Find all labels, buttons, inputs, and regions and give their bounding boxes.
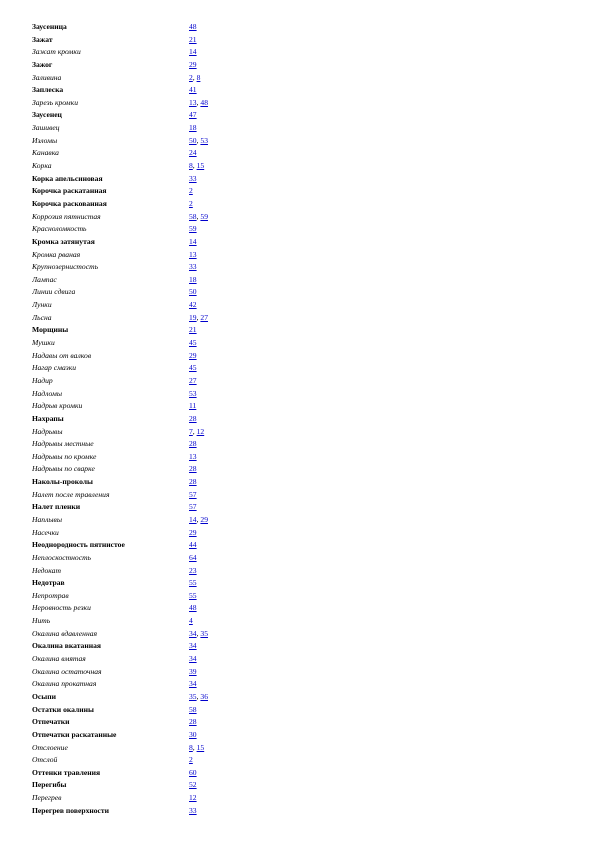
page-ref-separator: ,: [196, 97, 201, 107]
page-ref-link[interactable]: 28: [189, 717, 197, 727]
page-ref-separator: ,: [196, 628, 201, 638]
index-term: Кромка рваная: [32, 249, 81, 259]
page-ref-link[interactable]: 52: [189, 780, 197, 790]
index-page-refs: [189, 350, 197, 363]
index-term: Насечки: [32, 527, 59, 537]
index-page-refs: [189, 678, 197, 691]
index-page-refs: [189, 400, 196, 413]
index-row: [32, 299, 392, 312]
page-ref-separator: ,: [192, 72, 197, 82]
index-term: Заливина: [32, 72, 62, 82]
index-page-refs: [189, 640, 197, 653]
index-row: [32, 198, 392, 211]
index-term: Красноломкость: [32, 224, 87, 234]
page-ref-link[interactable]: 48: [189, 603, 197, 613]
index-row: [32, 223, 392, 236]
index-term: Морщины: [32, 325, 69, 335]
index-page-refs: [189, 388, 197, 401]
page-ref-separator: ,: [192, 161, 197, 171]
index-term: Надир: [32, 375, 53, 385]
index-row: [32, 742, 392, 755]
page-ref-link[interactable]: 33: [189, 173, 197, 183]
index-term: Неоднородность пятнистое: [32, 540, 125, 550]
page-ref-link[interactable]: 47: [189, 110, 197, 120]
page-ref-link[interactable]: 57: [189, 489, 197, 499]
index-row: [32, 147, 392, 160]
page-ref-link[interactable]: 24: [189, 148, 197, 158]
index-term: Наколы-проколы: [32, 477, 93, 487]
page-ref-link[interactable]: 30: [189, 729, 197, 739]
index-term: Окалина остаточная: [32, 666, 102, 676]
index-row: [32, 375, 392, 388]
index-row: [32, 426, 392, 439]
page-ref-link[interactable]: 12: [196, 426, 205, 436]
index-page-refs: [189, 615, 193, 628]
index-term: Наплывы: [32, 514, 62, 524]
page-ref-separator: ,: [196, 135, 201, 145]
index-page-refs: [189, 211, 208, 224]
index-page-refs: [189, 805, 197, 818]
index-term: Надрыв кромки: [32, 401, 83, 411]
index-page-refs: [189, 147, 197, 160]
page-ref-link[interactable]: 2: [189, 186, 193, 196]
page-ref-link[interactable]: 36: [200, 691, 208, 701]
index-term: Лунки: [32, 300, 52, 310]
page-ref-link[interactable]: 15: [196, 161, 205, 171]
page-ref-link[interactable]: 60: [189, 767, 197, 777]
page-ref-link[interactable]: 55: [189, 590, 197, 600]
page-ref-link[interactable]: 28: [189, 464, 197, 474]
index-row: [32, 286, 392, 299]
page-ref-link[interactable]: 45: [189, 363, 197, 373]
index-page-refs: [189, 476, 197, 489]
index-page-refs: [189, 312, 208, 325]
index-row: [32, 122, 392, 135]
index-row: [32, 640, 392, 653]
page-ref-link[interactable]: 35: [200, 628, 208, 638]
index-row: [32, 173, 392, 186]
index-term: Надломы: [32, 388, 63, 398]
index-row: [32, 754, 392, 767]
index-page-refs: [189, 602, 197, 615]
index-page-refs: [189, 122, 197, 135]
index-row: [32, 21, 392, 34]
index-term: Налет после травления: [32, 489, 110, 499]
index-term: Непротрав: [32, 590, 69, 600]
page-ref-link[interactable]: 53: [189, 388, 197, 398]
index-term: Окалина вмятая: [32, 654, 86, 664]
page-ref-link[interactable]: 48: [200, 97, 208, 107]
index-row: [32, 565, 392, 578]
index-row: [32, 261, 392, 274]
index-term: Надрывы по кромке: [32, 451, 97, 461]
index-row: [32, 527, 392, 540]
index-row: [32, 211, 392, 224]
index-page-refs: [189, 261, 197, 274]
index-row: [32, 97, 392, 110]
index-page-refs: [189, 767, 197, 780]
index-term: Корка: [32, 161, 52, 171]
index-page-refs: [189, 451, 197, 464]
index-page-refs: [189, 426, 204, 439]
index-page-refs: [189, 691, 208, 704]
page-ref-link[interactable]: 50: [189, 287, 197, 297]
alphabetical-index: [32, 21, 392, 817]
page-ref-link[interactable]: 13: [189, 451, 197, 461]
index-page-refs: [189, 792, 197, 805]
index-row: [32, 34, 392, 47]
page-ref-separator: ,: [196, 691, 201, 701]
index-page-refs: [189, 716, 197, 729]
page-ref-link[interactable]: 34: [189, 628, 197, 638]
index-page-refs: [189, 565, 197, 578]
page-ref-link[interactable]: 29: [189, 350, 197, 360]
index-row: [32, 236, 392, 249]
index-term: Перегрев: [32, 793, 62, 803]
index-page-refs: [189, 463, 197, 476]
page-ref-link[interactable]: 14: [189, 47, 197, 57]
index-page-refs: [189, 97, 208, 110]
index-page-refs: [189, 59, 197, 72]
index-term: Перегрев поверхности: [32, 805, 110, 815]
index-term: Отпечатки раскатанные: [32, 729, 117, 739]
index-term: Зажог: [32, 59, 53, 69]
page-ref-link[interactable]: 13: [189, 97, 197, 107]
page-ref-separator: ,: [196, 312, 201, 322]
index-page-refs: [189, 72, 200, 85]
page-ref-link[interactable]: 7: [189, 426, 193, 436]
index-row: [32, 413, 392, 426]
index-page-refs: [189, 46, 197, 59]
index-row: [32, 767, 392, 780]
page-ref-link[interactable]: 58: [189, 211, 197, 221]
index-term: Мушки: [32, 338, 55, 348]
page-ref-link[interactable]: 27: [200, 312, 208, 322]
index-term: Корочка раскованная: [32, 198, 107, 208]
page-ref-link[interactable]: 14: [189, 236, 197, 246]
index-page-refs: [189, 198, 193, 211]
index-page-refs: [189, 666, 197, 679]
index-term: Окалина вкатанная: [32, 641, 101, 651]
page-ref-separator: ,: [196, 514, 201, 524]
index-row: [32, 577, 392, 590]
index-page-refs: [189, 552, 197, 565]
index-row: [32, 805, 392, 818]
index-term: Отслой: [32, 755, 58, 765]
index-term: Окалина вдавленная: [32, 628, 98, 638]
page-ref-link[interactable]: 23: [189, 565, 197, 575]
page-ref-link[interactable]: 11: [189, 401, 197, 411]
page-ref-link[interactable]: 34: [189, 679, 197, 689]
index-page-refs: [189, 337, 197, 350]
index-row: [32, 249, 392, 262]
index-page-refs: [189, 34, 197, 47]
index-term: Корка апельсиновая: [32, 173, 103, 183]
page-ref-link[interactable]: 34: [189, 654, 197, 664]
index-page-refs: [189, 249, 197, 262]
index-row: [32, 476, 392, 489]
page-ref-link[interactable]: 44: [189, 540, 197, 550]
index-term: Корочка раскатанная: [32, 186, 107, 196]
page-ref-link[interactable]: 42: [189, 300, 197, 310]
page-ref-link[interactable]: 29: [200, 514, 208, 524]
index-row: [32, 451, 392, 464]
index-term: Оттенки травления: [32, 767, 101, 777]
page-ref-link[interactable]: 53: [200, 135, 208, 145]
page-ref-link[interactable]: 58: [189, 704, 197, 714]
page-ref-link[interactable]: 14: [189, 514, 197, 524]
index-term: Окалина прокатная: [32, 679, 97, 689]
index-term: Заусенец: [32, 110, 62, 120]
index-term: Зажат кромки: [32, 47, 81, 57]
index-page-refs: [189, 375, 197, 388]
index-row: [32, 615, 392, 628]
page-ref-link[interactable]: 29: [189, 59, 197, 69]
index-term: Льсна: [32, 312, 52, 322]
page-ref-link[interactable]: 28: [189, 439, 197, 449]
index-term: Нить: [32, 616, 51, 626]
page-ref-link[interactable]: 4: [189, 616, 193, 626]
index-term: Линии сдвига: [32, 287, 76, 297]
page-ref-link[interactable]: 41: [189, 85, 197, 95]
index-row: [32, 185, 392, 198]
page-ref-link[interactable]: 8: [189, 742, 193, 752]
page-ref-link[interactable]: 28: [189, 477, 197, 487]
index-term: Недокат: [32, 565, 61, 575]
index-term: Надрывы местные: [32, 439, 94, 449]
index-row: [32, 46, 392, 59]
index-page-refs: [189, 274, 197, 287]
index-row: [32, 704, 392, 717]
index-page-refs: [189, 653, 197, 666]
index-page-refs: [189, 286, 197, 299]
page-ref-link[interactable]: 18: [189, 123, 197, 133]
index-row: [32, 602, 392, 615]
page-ref-link[interactable]: 59: [189, 224, 197, 234]
index-term: Нахрапы: [32, 413, 64, 423]
index-term: Крупнозернистость: [32, 262, 99, 272]
page-ref-link[interactable]: 48: [189, 22, 197, 31]
index-term: Осыпи: [32, 691, 56, 701]
index-row: [32, 628, 392, 641]
index-row: [32, 72, 392, 85]
page-ref-link[interactable]: 33: [189, 262, 197, 272]
index-term: Неплоскостность: [32, 552, 92, 562]
index-term: Канавка: [32, 148, 59, 158]
index-term: Недотрав: [32, 578, 65, 588]
index-term: Зашивец: [32, 123, 60, 133]
index-row: [32, 729, 392, 742]
index-page-refs: [189, 501, 197, 514]
index-page-refs: [189, 704, 197, 717]
index-term: Неровность резки: [32, 603, 91, 613]
index-page-refs: [189, 324, 197, 337]
index-term: Заплеска: [32, 85, 64, 95]
page-ref-link[interactable]: 21: [189, 34, 197, 44]
page-ref-link[interactable]: 39: [189, 666, 197, 676]
page-ref-link[interactable]: 8: [196, 72, 201, 82]
index-term: Отслоение: [32, 742, 68, 752]
index-page-refs: [189, 413, 197, 426]
index-page-refs: [189, 21, 197, 34]
index-row: [32, 666, 392, 679]
index-row: [32, 691, 392, 704]
index-term: Остатки окалины: [32, 704, 94, 714]
index-term: Перегибы: [32, 780, 67, 790]
index-term: Коррозия пятнистая: [32, 211, 101, 221]
page-ref-link[interactable]: 21: [189, 325, 197, 335]
page-ref-link[interactable]: 19: [189, 312, 197, 322]
index-term: Зажат: [32, 34, 53, 44]
index-row: [32, 337, 392, 350]
index-row: [32, 514, 392, 527]
index-page-refs: [189, 299, 197, 312]
index-page-refs: [189, 362, 197, 375]
page-ref-link[interactable]: 57: [189, 502, 197, 512]
index-row: [32, 312, 392, 325]
index-term: Лампас: [32, 274, 57, 284]
index-term: Надавы от валков: [32, 350, 92, 360]
page-ref-link[interactable]: 50: [189, 135, 197, 145]
index-row: [32, 59, 392, 72]
page-ref-link[interactable]: 55: [189, 578, 197, 588]
index-page-refs: [189, 742, 204, 755]
index-row: [32, 463, 392, 476]
page-ref-link[interactable]: 15: [196, 742, 205, 752]
index-row: [32, 160, 392, 173]
page-ref-separator: ,: [196, 211, 201, 221]
index-page-refs: [189, 527, 197, 540]
page-ref-link[interactable]: 27: [189, 375, 197, 385]
index-term: Налет пленки: [32, 502, 81, 512]
index-term: Кромка затянутая: [32, 236, 95, 246]
index-row: [32, 590, 392, 603]
index-page-refs: [189, 729, 197, 742]
index-term: Отпечатки: [32, 717, 70, 727]
index-row: [32, 324, 392, 337]
page-ref-link[interactable]: 45: [189, 338, 197, 348]
index-page-refs: [189, 160, 204, 173]
index-row: [32, 489, 392, 502]
page-ref-link[interactable]: 34: [189, 641, 197, 651]
page-ref-link[interactable]: 64: [189, 552, 197, 562]
page-ref-link[interactable]: 13: [189, 249, 197, 259]
index-page-refs: [189, 539, 197, 552]
page-ref-link[interactable]: 2: [189, 72, 193, 82]
page-ref-link[interactable]: 8: [189, 161, 193, 171]
index-page-refs: [189, 223, 197, 236]
index-row: [32, 388, 392, 401]
index-row: [32, 135, 392, 148]
index-page-refs: [189, 514, 208, 527]
index-page-refs: [189, 185, 193, 198]
index-page-refs: [189, 173, 197, 186]
page-ref-separator: ,: [192, 426, 197, 436]
index-row: [32, 350, 392, 363]
index-term: Надрывы по сварке: [32, 464, 95, 474]
index-row: [32, 438, 392, 451]
index-page-refs: [189, 754, 193, 767]
index-row: [32, 274, 392, 287]
index-page-refs: [189, 628, 208, 641]
index-page-refs: [189, 438, 197, 451]
page-ref-link[interactable]: 18: [189, 274, 197, 284]
index-page-refs: [189, 135, 208, 148]
index-term: Нагар смазки: [32, 363, 77, 373]
page-ref-separator: ,: [192, 742, 197, 752]
index-row: [32, 779, 392, 792]
index-row: [32, 653, 392, 666]
index-term: Заусеница: [32, 22, 67, 31]
index-row: [32, 400, 392, 413]
index-page-refs: [189, 236, 197, 249]
index-row: [32, 362, 392, 375]
page-ref-link[interactable]: 28: [189, 413, 197, 423]
index-row: [32, 716, 392, 729]
page-ref-link[interactable]: 35: [189, 691, 197, 701]
index-term: Изломы: [32, 135, 58, 145]
index-row: [32, 539, 392, 552]
page-ref-link[interactable]: 12: [189, 793, 197, 803]
index-row: [32, 552, 392, 565]
page-ref-link[interactable]: 2: [189, 198, 193, 208]
index-page-refs: [189, 590, 197, 603]
index-term: Надрывы: [32, 426, 63, 436]
index-page-refs: [189, 577, 197, 590]
index-row: [32, 84, 392, 97]
index-row: [32, 109, 392, 122]
page-ref-link[interactable]: 59: [200, 211, 208, 221]
page-ref-link[interactable]: 2: [189, 755, 193, 765]
index-page-refs: [189, 779, 197, 792]
index-row: [32, 792, 392, 805]
index-page-refs: [189, 109, 197, 122]
index-row: [32, 678, 392, 691]
page-ref-link[interactable]: 33: [189, 805, 197, 815]
index-row: [32, 501, 392, 514]
index-page-refs: [189, 84, 197, 97]
index-page-refs: [189, 489, 197, 502]
page-ref-link[interactable]: 29: [189, 527, 197, 537]
index-term: Зарезь кромки: [32, 97, 78, 107]
